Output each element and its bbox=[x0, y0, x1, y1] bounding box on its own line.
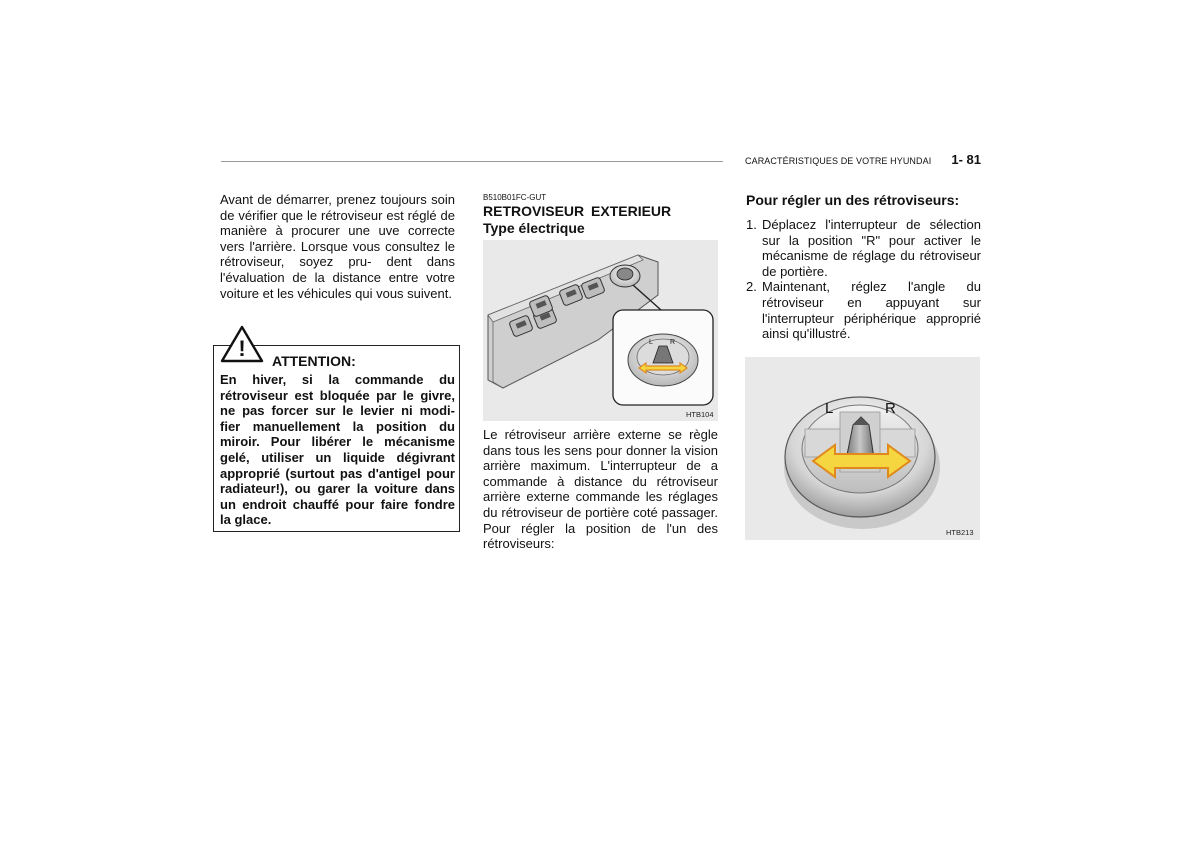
step-text: Maintenant, réglez l'angle du rétroviseur en appuyant sur l'interrupteur périphérique approprié ainsi qu'illustré. bbox=[762, 279, 981, 342]
list-item bbox=[746, 217, 981, 279]
switch-right-label: R bbox=[885, 400, 896, 417]
warning-triangle-icon bbox=[220, 325, 264, 363]
page-number: 1- 81 bbox=[951, 152, 981, 167]
section-title: CARACTÉRISTIQUES DE VOTRE HYUNDAI bbox=[745, 156, 932, 166]
procedure-steps bbox=[746, 217, 981, 342]
figure-label: HTB104 bbox=[686, 410, 714, 419]
callout-left-label: L bbox=[649, 339, 653, 346]
door-switch-figure bbox=[483, 240, 718, 421]
section-subheading: Type électrique bbox=[483, 220, 585, 236]
list-item bbox=[746, 279, 981, 341]
door-panel-illustration bbox=[483, 240, 718, 421]
warning-text: En hiver, si la commande du rétroviseur est bloquée par le givre, ne pas forcer sur le levier ni modi- fier manuellement la position du miroir. Pour libérer le mécanisme gelé, utiliser un liquide dégivrant approprié (surtout pas d'antigel pour radiateur!), ou garer la voiture dans un endroit chauffé pour faire fondre la glace. bbox=[220, 372, 455, 528]
callout-right-label: R bbox=[670, 339, 676, 346]
header-rule bbox=[221, 161, 723, 162]
procedure-heading: Pour régler un des rétroviseurs: bbox=[746, 192, 960, 208]
figure-label: HTB213 bbox=[946, 528, 974, 537]
warning-title: ATTENTION: bbox=[272, 353, 356, 369]
switch-left-label: L bbox=[825, 400, 834, 417]
step-number: 1. bbox=[746, 217, 757, 232]
section-code: B510B01FC-GUT bbox=[483, 193, 547, 202]
body-paragraph: Le rétroviseur arrière externe se règle dans tous les sens pour donner la vision arrière maximum. L'interrupteur de a commande à distance du rétroviseur arrière externe commande les réglages du rétroviseur de portière coté passager. Pour régler la position de l'un des rétroviseurs: bbox=[483, 427, 718, 552]
step-number: 2. bbox=[746, 279, 757, 295]
intro-paragraph: Avant de démarrer, prenez toujours soin de vérifier que le rétroviseur est réglé de manière à procurer une uve correcte vers l'arrière. Lorsque vous consultez le rétroviseur, soyez pru- dent dans l'évaluation de la distance entre votre voiture et les véhicules qui vous suivent. bbox=[220, 192, 455, 301]
warning-symbol: ! bbox=[238, 336, 246, 361]
section-heading: RETROVISEUR EXTERIEUR bbox=[483, 203, 672, 219]
mirror-switch-figure bbox=[745, 357, 980, 540]
mirror-switch-illustration bbox=[745, 357, 980, 540]
step-text: Déplacez l'interrupteur de sélection sur la position "R" pour activer le mécanisme de réglage du rétroviseur de portière. bbox=[762, 217, 981, 279]
